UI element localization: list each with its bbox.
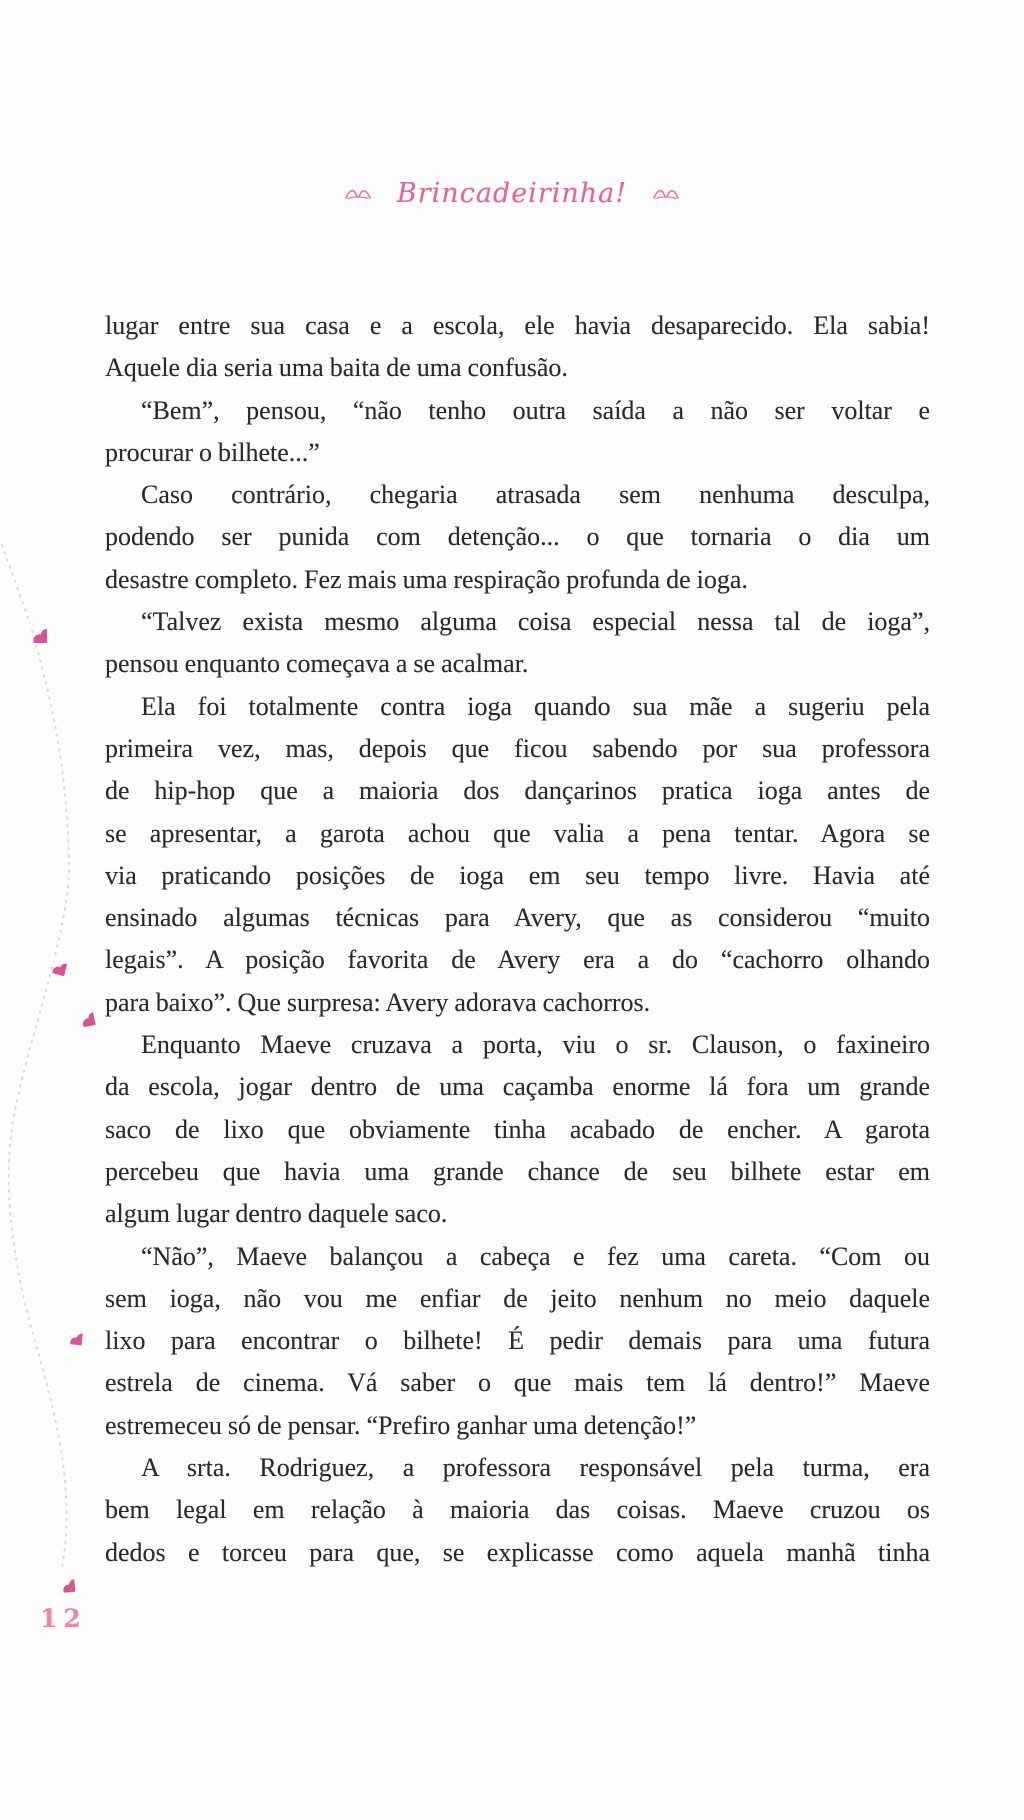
paragraph bbox=[105, 1024, 930, 1235]
text-line: podendo ser punida com detenção... o que tornaria o dia um bbox=[105, 522, 930, 552]
text-line: pensou enquanto começava a se acalmar. bbox=[105, 649, 529, 679]
text-line: “Não”, Maeve balançou a cabeça e fez uma careta. “Com ou bbox=[141, 1241, 930, 1271]
text-line: estrela de cinema. Vá saber o que mais tem lá dentro!” Maeve bbox=[105, 1368, 930, 1398]
text-line: lixo para encontrar o bilhete! É pedir demais para uma futura bbox=[105, 1326, 930, 1356]
text-line: Caso contrário, chegaria atrasada sem nenhuma desculpa, bbox=[141, 480, 930, 510]
text-line: dedos e torceu para que, se explicasse como aquela manhã tinha bbox=[105, 1537, 930, 1567]
chapter-header bbox=[0, 178, 1024, 209]
right-flourish-icon bbox=[653, 186, 679, 201]
flower-center-dot bbox=[39, 944, 68, 973]
left-flourish-icon bbox=[345, 186, 371, 201]
flower-center-dot bbox=[46, 1565, 74, 1593]
paragraph bbox=[105, 390, 930, 475]
text-line: procurar o bilhete...” bbox=[105, 437, 320, 467]
text-line: legais”. A posição favorita de Avery era a do “cachorro olhando bbox=[105, 945, 930, 975]
text-line: “Talvez exista mesmo alguma coisa especial nessa tal de ioga”, bbox=[141, 607, 930, 637]
paragraph bbox=[105, 686, 930, 1024]
page-number: 12 bbox=[40, 1604, 87, 1633]
flower-center-dot bbox=[56, 1317, 83, 1344]
text-line: Enquanto Maeve cruzava a porta, viu o sr. Clauson, o faxineiro bbox=[141, 1030, 930, 1060]
flower-center-dot bbox=[64, 999, 93, 1028]
text-line: de hip-hop que a maioria dos dançarinos pratica ioga antes de bbox=[105, 776, 930, 806]
page-body-text bbox=[105, 305, 930, 1574]
paragraph bbox=[105, 601, 930, 686]
chapter-title: Brincadeirinha! bbox=[396, 178, 628, 209]
text-line: A srta. Rodriguez, a professora responsável pela turma, era bbox=[141, 1453, 930, 1483]
text-line: ensinado algumas técnicas para Avery, que as considerou “muito bbox=[105, 903, 930, 933]
text-line: estremeceu só de pensar. “Prefiro ganhar uma detenção!” bbox=[105, 1410, 697, 1440]
text-line: da escola, jogar dentro de uma caçamba enorme lá fora um grande bbox=[105, 1072, 930, 1102]
paragraph bbox=[105, 305, 930, 390]
text-line: Aquele dia seria uma baita de uma confusão. bbox=[105, 353, 568, 383]
paragraph bbox=[105, 474, 930, 601]
text-line: primeira vez, mas, depois que ficou sabendo por sua professora bbox=[105, 733, 930, 763]
paragraph bbox=[105, 1236, 930, 1447]
text-line: algum lugar dentro daquele saco. bbox=[105, 1199, 448, 1229]
paragraph bbox=[105, 1447, 930, 1574]
text-line: via praticando posições de ioga em seu tempo livre. Havia até bbox=[105, 860, 930, 890]
text-line: para baixo”. Que surpresa: Avery adorava cachorros. bbox=[105, 987, 651, 1017]
text-line: sem ioga, não vou me enfiar de jeito nenhum no meio daquele bbox=[105, 1283, 930, 1313]
text-line: “Bem”, pensou, “não tenho outra saída a não ser voltar e bbox=[141, 395, 930, 425]
text-line: lugar entre sua casa e a escola, ele havia desaparecido. Ela sabia! bbox=[105, 311, 930, 340]
text-line: desastre completo. Fez mais uma respiração profunda de ioga. bbox=[105, 564, 748, 594]
text-line: saco de lixo que obviamente tinha acabado de encher. A garota bbox=[105, 1114, 930, 1144]
text-line: percebeu que havia uma grande chance de seu bilhete estar em bbox=[105, 1156, 930, 1186]
text-line: se apresentar, a garota achou que valia a pena tentar. Agora se bbox=[105, 818, 930, 848]
text-line: bem legal em relação à maioria das coisas. Maeve cruzou os bbox=[105, 1495, 930, 1525]
text-line: Ela foi totalmente contra ioga quando sua mãe a sugeriu pela bbox=[141, 691, 930, 721]
flower-center-dot bbox=[15, 611, 47, 643]
